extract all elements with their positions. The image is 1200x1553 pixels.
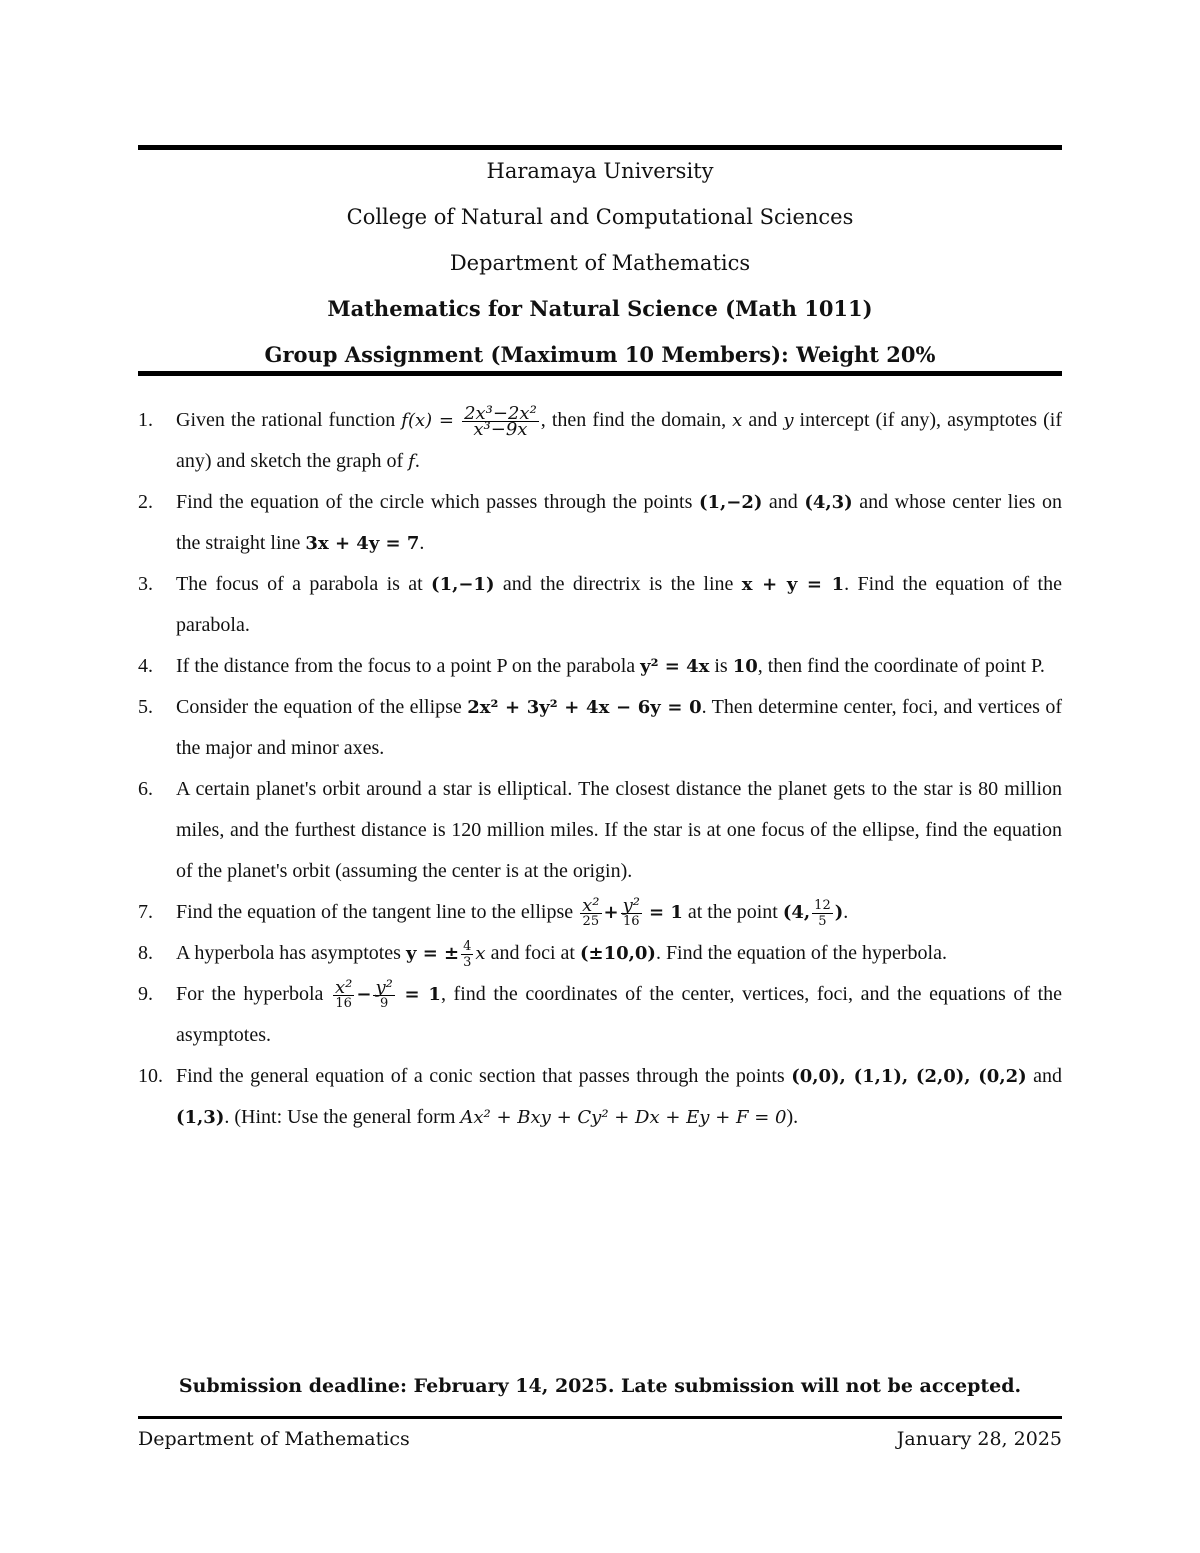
problem-text: is — [709, 655, 733, 677]
footer-date: January 28, 2025 — [896, 1428, 1062, 1450]
fraction — [621, 894, 642, 929]
problem-text: . Find the equation of the hyperbola. — [655, 942, 947, 964]
problem-text: . (Hint: Use the general form — [224, 1106, 461, 1128]
problem-number: 8. — [138, 942, 153, 964]
problem-text: and the directrix is the line — [494, 573, 742, 595]
math-expression: x — [475, 943, 486, 964]
problem-number: 9. — [138, 983, 153, 1005]
problem-text: Find the equation of the tangent line to the ellipse — [176, 901, 579, 923]
fraction — [461, 939, 473, 970]
problem-number: 3. — [138, 573, 153, 595]
assignment-title: Group Assignment (Maximum 10 Members): Weight 20% — [264, 342, 936, 367]
fraction-denominator: 3 — [463, 954, 472, 970]
problem-8 — [138, 933, 1062, 974]
university-name: Haramaya University — [486, 159, 714, 183]
problem-text: and — [742, 409, 784, 431]
fraction — [580, 894, 601, 929]
math-expression: f — [408, 451, 415, 472]
problem-1 — [138, 400, 1062, 482]
math-expression: = 1 — [404, 984, 441, 1005]
problem-text: , then find the domain, — [540, 409, 733, 431]
footer-department: Department of Mathematics — [138, 1428, 410, 1450]
math-expression: y = ± — [405, 943, 460, 964]
fraction — [462, 402, 539, 440]
problem-text: intercept (if any), asymptotes (if any) and sketch the graph of — [176, 409, 1063, 472]
department-name: Department of Mathematics — [449, 251, 751, 275]
fraction — [373, 976, 394, 1011]
problem-5 — [138, 687, 1062, 769]
math-expression: (0,0), (1,1), (2,0), (0,2) — [791, 1066, 1027, 1087]
problem-number: 2. — [138, 491, 153, 513]
problem-text: . Find the equation of the parabola. — [176, 573, 1062, 636]
math-expression: y — [783, 410, 794, 431]
footer-rule — [138, 1416, 1062, 1419]
math-expression: x + y = 1 — [741, 574, 845, 595]
problem-text: . — [414, 450, 420, 472]
fraction-denominator: x³−9x — [473, 418, 528, 440]
problem-text: A hyperbola has asymptotes — [176, 942, 406, 964]
header-bottom-rule — [138, 371, 1062, 376]
problem-3 — [138, 564, 1062, 646]
fraction-numerator: x² — [334, 976, 353, 998]
problem-4 — [138, 646, 1062, 687]
page-footer — [138, 1428, 1062, 1450]
problem-2 — [138, 482, 1062, 564]
fraction-denominator: 25 — [582, 913, 600, 929]
problem-text: Find the general equation of a conic section that passes through the points — [176, 1065, 792, 1087]
problem-text: . Then determine center, foci, and vertices of the major and minor axes. — [176, 696, 1062, 759]
math-expression: − — [356, 984, 372, 1005]
problem-text: Find the equation of the circle which passes through the points — [176, 491, 699, 513]
math-expression: (1,3) — [176, 1107, 225, 1128]
math-expression: (±10,0) — [579, 943, 656, 964]
fraction-denominator: 16 — [623, 913, 640, 929]
math-expression: (1,−1) — [431, 574, 495, 595]
fraction-denominator: 9 — [380, 995, 389, 1011]
math-expression: 2x² + 3y² + 4x − 6y = 0 — [467, 697, 702, 718]
problem-7 — [138, 892, 1062, 933]
problem-number: 1. — [138, 409, 153, 431]
fraction-numerator: y² — [375, 976, 393, 998]
math-expression: 10 — [732, 656, 758, 677]
problem-text: ). — [786, 1106, 799, 1128]
fraction — [812, 898, 833, 929]
problem-text: , then find the coordinate of point P. — [757, 655, 1045, 677]
problem-text: For the hyperbola — [176, 983, 331, 1005]
problem-text: and — [762, 491, 805, 513]
fraction-numerator: 4 — [463, 938, 472, 954]
math-expression: (4, — [782, 902, 811, 923]
problem-6 — [138, 769, 1062, 892]
problem-text: and whose center lies on the straight line — [176, 491, 1062, 554]
problem-text: The focus of a parabola is at — [176, 573, 432, 595]
problem-text: , find the coordinates of the center, vertices, foci, and the equations of the asymptotes. — [176, 983, 1063, 1046]
problem-text: . — [419, 532, 425, 554]
math-expression: 3x + 4y = 7 — [305, 533, 420, 554]
problem-text: at the point — [682, 901, 783, 923]
problem-text: Given the rational function — [176, 409, 402, 431]
fraction-numerator: y² — [622, 894, 640, 916]
header-block — [138, 148, 1062, 378]
fraction-numerator: 2x³−2x² — [464, 402, 537, 424]
fraction-denominator: 5 — [818, 913, 827, 929]
math-expression: Ax² + Bxy + Cy² + Dx + Ey + F = 0 — [460, 1107, 787, 1128]
fraction-numerator: 12 — [814, 897, 831, 913]
problem-text: and foci at — [485, 942, 580, 964]
problem-text: . — [843, 901, 849, 923]
math-expression: = 1 — [649, 902, 683, 923]
problem-number: 4. — [138, 655, 153, 677]
problem-list — [138, 400, 1062, 1138]
math-expression: (1,−2) — [698, 492, 763, 513]
math-expression: x — [732, 410, 743, 431]
math-expression: + — [603, 902, 619, 923]
problem-text: A certain planet's orbit around a star is elliptical. The closest distance the planet gets to the star is 80 million miles, and the furthest distance is 120 million miles. If the star is at one focus of the ellipse, find the equation of the planet's orbit (assuming the center is at the origin). — [176, 778, 1062, 882]
problem-text: and — [1026, 1065, 1062, 1087]
fraction — [333, 976, 354, 1011]
problem-number: 5. — [138, 696, 153, 718]
math-expression: y² = 4x — [640, 656, 710, 677]
problem-text: Consider the equation of the ellipse — [176, 696, 468, 718]
math-expression: f(x) = — [401, 410, 454, 431]
college-name: College of Natural and Computational Sciences — [346, 205, 854, 229]
problem-9 — [138, 974, 1062, 1056]
course-title: Mathematics for Natural Science (Math 1011) — [327, 296, 873, 321]
problem-text: If the distance from the focus to a point P on the parabola — [176, 655, 641, 677]
problem-10 — [138, 1056, 1062, 1138]
fraction-numerator: x² — [582, 894, 600, 916]
problem-number: 6. — [138, 778, 153, 800]
math-expression: (4,3) — [804, 492, 853, 513]
fraction-denominator: 16 — [335, 995, 352, 1011]
problem-number: 7. — [138, 901, 153, 923]
submission-deadline: Submission deadline: February 14, 2025. Late submission will not be accepted. — [178, 1375, 1022, 1397]
math-expression: ) — [834, 902, 844, 923]
problem-number: 10. — [138, 1065, 163, 1087]
